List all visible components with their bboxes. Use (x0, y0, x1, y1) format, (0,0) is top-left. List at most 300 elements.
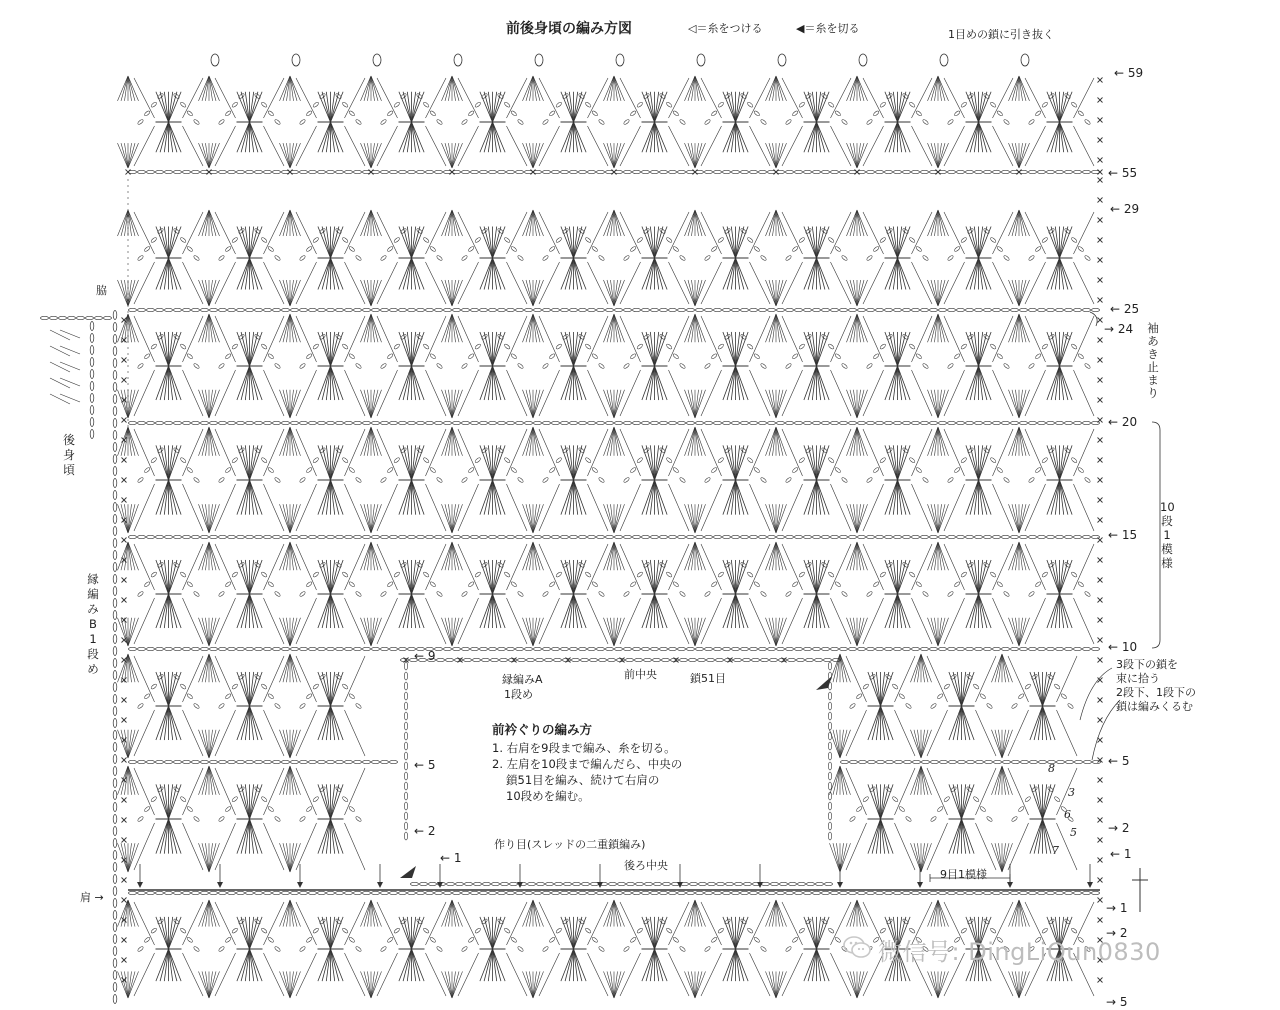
chain-row (498, 647, 506, 650)
chain-row (534, 535, 542, 538)
chain-loop (549, 110, 556, 116)
dc-stitch (322, 332, 330, 366)
chain-row (957, 170, 965, 173)
fan-stitch (695, 314, 702, 342)
dc-stitch (817, 92, 825, 122)
chain-row (246, 421, 254, 424)
fan-stitch (533, 280, 540, 306)
fan-stitch (283, 314, 290, 342)
chain-loop (137, 703, 144, 709)
chain-stitch (404, 772, 407, 780)
fan-stitch (769, 542, 776, 570)
fan-stitch (850, 971, 857, 998)
edge-b-char: 1 (89, 632, 97, 646)
chain-row (255, 535, 263, 538)
chain-row (744, 882, 752, 885)
chain-loop (218, 816, 225, 822)
dc-stitch (484, 258, 492, 290)
lattice-line (1074, 598, 1095, 644)
chain-stitch (828, 762, 831, 770)
chain-row (201, 647, 209, 650)
chain-row (1002, 891, 1010, 894)
row-number: ← 15 (1108, 528, 1138, 542)
chain-row (1056, 891, 1064, 894)
chain-row (525, 421, 533, 424)
fan-stitch (364, 504, 371, 533)
chain-loop (717, 343, 724, 349)
chain-row (690, 882, 698, 885)
row-number: ← 59 (1114, 66, 1144, 80)
chain-row (273, 170, 281, 173)
dotted-boundary (127, 185, 128, 186)
dc-stitch (565, 122, 573, 152)
chain-loop (828, 343, 835, 349)
chain-row (678, 891, 686, 894)
chain-loop (598, 946, 605, 952)
chain-row (336, 535, 344, 538)
chain-loop (1003, 363, 1010, 369)
dc-stitch (889, 445, 897, 480)
chain-row (948, 647, 956, 650)
fan-stitch (1019, 618, 1026, 646)
fan-stitch (776, 210, 783, 236)
chain-loop (150, 683, 157, 689)
arrow-head (917, 882, 923, 888)
chain-stitch (828, 822, 831, 830)
chain-row (795, 170, 803, 173)
chain-stitch (828, 812, 831, 820)
row-number: ← 25 (1110, 302, 1140, 316)
chain-row (913, 760, 921, 763)
chain-row (147, 308, 155, 311)
dc-stitch (898, 122, 906, 152)
chain-row (237, 170, 245, 173)
chain-loop (866, 363, 873, 369)
fan-stitch (371, 504, 378, 533)
chain-loop (150, 102, 157, 108)
fan-stitch (128, 730, 135, 758)
chain-row (264, 535, 272, 538)
chain-loop (909, 237, 916, 243)
fan-stitch (1012, 427, 1019, 456)
chain-row (822, 647, 830, 650)
chain-loop (474, 927, 481, 933)
chain-loop (937, 693, 944, 699)
fan-stitch (850, 542, 857, 570)
dc-stitch (736, 480, 744, 515)
chain-row (921, 891, 929, 894)
chain-row (492, 882, 500, 885)
chain-row (618, 882, 626, 885)
sleeve-stop-char: 止 (1147, 360, 1159, 374)
chain-loop (585, 571, 592, 577)
chain-row (1011, 647, 1019, 650)
chain-row (678, 535, 686, 538)
chain-row (786, 170, 794, 173)
fan-stitch (850, 280, 857, 306)
fan-stitch (769, 76, 776, 101)
dc-stitch (493, 366, 501, 400)
chain-row (1020, 535, 1028, 538)
chain-row (1020, 421, 1028, 424)
chain-loop (261, 457, 268, 463)
dc-stitch (241, 332, 249, 366)
dc-stitch (898, 594, 906, 628)
fan-stitch (688, 210, 695, 236)
chain-row (273, 535, 281, 538)
chain-loop (879, 571, 886, 577)
chain-row (561, 891, 569, 894)
dc-stitch (565, 594, 573, 628)
chain-row (804, 421, 812, 424)
edge-chain (113, 767, 117, 776)
dc-stitch (817, 949, 825, 981)
fan-stitch (833, 766, 840, 795)
dc-stitch (169, 258, 177, 290)
chain-row (903, 535, 911, 538)
fan-stitch (445, 390, 452, 418)
chain-row (129, 308, 137, 311)
chain-row (930, 535, 938, 538)
dc-stitch (736, 332, 744, 366)
chain-row (471, 647, 479, 650)
chain-row (453, 891, 461, 894)
fan-stitch (445, 143, 452, 168)
chain-loop (517, 591, 524, 597)
chain-row (527, 658, 535, 661)
fan-stitch (526, 143, 533, 168)
dc-stitch (979, 480, 987, 515)
chain-loop (186, 693, 193, 699)
arrow-head (837, 882, 843, 888)
chain-row (192, 760, 200, 763)
dc-stitch (331, 122, 339, 152)
chain-loop (996, 353, 1003, 359)
edge-chain (113, 395, 117, 404)
chain-row (291, 891, 299, 894)
chain-loop (517, 363, 524, 369)
dc-stitch (817, 258, 825, 290)
dotted-boundary (127, 221, 128, 222)
chain-loop (666, 457, 673, 463)
chain-row (939, 891, 947, 894)
chain-loop (231, 102, 238, 108)
fan-stitch (364, 542, 371, 570)
chain-row (651, 535, 659, 538)
dc-stitch (493, 332, 501, 366)
lattice-line (345, 768, 366, 815)
chain-row (327, 308, 335, 311)
fan-stitch (614, 314, 621, 342)
chain-stitch (404, 782, 407, 790)
chain-loop (423, 102, 430, 108)
dc-stitch (331, 480, 339, 515)
chain-loop (261, 683, 268, 689)
chain-row (1075, 760, 1083, 763)
dc-stitch (655, 227, 663, 259)
fan-stitch (1012, 280, 1019, 306)
chain-loop (355, 816, 362, 822)
chain-row (867, 170, 875, 173)
chain-loop (585, 457, 592, 463)
chain-loop (542, 363, 549, 369)
dc-stitch (241, 92, 249, 122)
fan-stitch (776, 280, 783, 306)
chain-loop (150, 571, 157, 577)
chain-row (327, 647, 335, 650)
chain-row (984, 170, 992, 173)
chain-row (1074, 170, 1082, 173)
chain-row (804, 170, 812, 173)
chain-row (1083, 170, 1091, 173)
chain-loop (747, 457, 754, 463)
chain-row (246, 647, 254, 650)
chain-stitch (828, 742, 831, 750)
chain-row (741, 891, 749, 894)
dc-stitch (655, 917, 663, 949)
chain-row (627, 882, 635, 885)
chain-row (824, 658, 832, 661)
fan-stitch (995, 766, 1002, 795)
chain-loop (915, 467, 922, 473)
chain-row (417, 308, 425, 311)
chain-loop (898, 693, 905, 699)
chain-row (1002, 647, 1010, 650)
chain-loop (267, 806, 274, 812)
chain-row (516, 535, 524, 538)
chain-loop (711, 246, 718, 252)
chain-loop (704, 946, 711, 952)
dc-stitch (241, 949, 249, 981)
fan-stitch (364, 210, 371, 236)
chain-row (300, 891, 308, 894)
chain-row (1020, 308, 1028, 311)
chain-loop (1028, 119, 1035, 125)
dotted-boundary (127, 341, 128, 342)
chain-loop (947, 591, 954, 597)
chain-row (1039, 760, 1047, 763)
chain-row (390, 647, 398, 650)
chain-row (480, 891, 488, 894)
dotted-boundary (127, 377, 128, 378)
chain-row (770, 658, 778, 661)
chain-row (825, 882, 833, 885)
chain-row (327, 421, 335, 424)
fan-stitch (921, 654, 928, 682)
row-number-text: 2 (1121, 821, 1130, 835)
chain-loop (342, 457, 349, 463)
dc-stitch (250, 594, 258, 628)
fan-stitch (364, 900, 371, 927)
chain-loop (990, 237, 997, 243)
chain-row (635, 658, 643, 661)
chain-row (255, 308, 263, 311)
chain-row (606, 535, 614, 538)
dotted-boundary (127, 359, 128, 360)
chain-row (967, 760, 975, 763)
chain-row (732, 891, 740, 894)
chain-row (255, 421, 263, 424)
chain-loop (510, 246, 517, 252)
chain-row (762, 882, 770, 885)
chain-loop (930, 703, 937, 709)
chain-row (877, 760, 885, 763)
chain-row (474, 882, 482, 885)
chain-stitch (404, 822, 407, 830)
slip-loop (940, 54, 948, 66)
chain-row (237, 535, 245, 538)
chain-row (750, 308, 758, 311)
chain-row (345, 647, 353, 650)
chain-row (462, 308, 470, 311)
chain-row (993, 308, 1001, 311)
chain-loop (679, 946, 686, 952)
lattice-line (1057, 710, 1078, 756)
chain-row (210, 308, 218, 311)
chain-loop (922, 363, 929, 369)
dc-stitch (169, 706, 177, 740)
fan-stitch (128, 654, 135, 682)
chain-loop (798, 457, 805, 463)
dc-stitch (736, 445, 744, 480)
chain-row (516, 170, 524, 173)
chain-row (723, 170, 731, 173)
chain-loop (137, 591, 144, 597)
dotted-boundary (127, 383, 128, 384)
fan-stitch (931, 280, 938, 306)
dc-stitch (736, 366, 744, 400)
chain-row (705, 308, 713, 311)
chain-loop (828, 571, 835, 577)
chain-row (894, 421, 902, 424)
chain-loop (711, 110, 718, 116)
chain-row (156, 170, 164, 173)
dc-stitch (493, 122, 501, 152)
dc-stitch (412, 560, 420, 594)
chain-row (876, 891, 884, 894)
chain-row (570, 421, 578, 424)
fan-stitch (371, 618, 378, 646)
chain-row (408, 170, 416, 173)
chain-row (174, 170, 182, 173)
edge-chain (90, 406, 94, 415)
dc-stitch (322, 258, 330, 290)
chain-row (354, 170, 362, 173)
chain-row (597, 421, 605, 424)
chain-loop (549, 467, 556, 473)
chain-loop (922, 477, 929, 483)
chain-row (491, 658, 499, 661)
row-number: → 1 (1106, 901, 1128, 915)
chain-loop (542, 591, 549, 597)
chain-loop (1041, 237, 1048, 243)
chain-loop (267, 110, 274, 116)
chain-row (1092, 308, 1100, 311)
chain-row (408, 891, 416, 894)
chain-loop (785, 946, 792, 952)
dc-stitch (817, 445, 825, 480)
chain-loop (973, 796, 980, 802)
chain-loop (393, 457, 400, 463)
chain-row (237, 308, 245, 311)
fan-stitch (769, 143, 776, 168)
chain-loop (943, 683, 950, 689)
chain-row (264, 421, 272, 424)
chain-stitch (404, 672, 407, 680)
sleeve-stop-label (1146, 322, 1160, 400)
dc-stitch (898, 227, 906, 259)
chain-loop (355, 477, 362, 483)
chain-stitch (828, 752, 831, 760)
arrow-head (377, 882, 383, 888)
dc-stitch (574, 258, 582, 290)
chain-loop (747, 927, 754, 933)
chain-loop (429, 581, 436, 587)
dc-stitch (736, 949, 744, 981)
fan-stitch (1019, 900, 1026, 927)
fan-stitch (526, 900, 533, 927)
chain-row (949, 760, 957, 763)
dotted-boundary (127, 425, 128, 426)
chain-loop (193, 255, 200, 261)
chain-loop (1084, 255, 1091, 261)
chain-row (696, 308, 704, 311)
chain-row (516, 647, 524, 650)
dc-stitch (493, 92, 501, 122)
chain-row (768, 647, 776, 650)
fan-stitch (614, 280, 621, 306)
fan-stitch (445, 618, 452, 646)
chain-loop (898, 806, 905, 812)
chain-row (1002, 170, 1010, 173)
dc-stitch (1060, 560, 1068, 594)
edge-b-char: 縁 (87, 572, 99, 586)
chain-row (642, 170, 650, 173)
row-number-text: 25 (1123, 302, 1140, 316)
chain-row (246, 308, 254, 311)
dc-stitch (1051, 366, 1059, 400)
chain-stitch (828, 692, 831, 700)
chain-loop (666, 102, 673, 108)
chain-loop (1077, 581, 1084, 587)
dc-stitch (808, 122, 816, 152)
chain-row (723, 891, 731, 894)
fan-stitch (857, 76, 864, 101)
dc-stitch (1060, 480, 1068, 515)
fan-stitch (371, 900, 378, 927)
dc-stitch (979, 92, 987, 122)
chain-loop (862, 683, 869, 689)
edge-chain (113, 983, 117, 992)
chain-row (732, 535, 740, 538)
dc-stitch (574, 122, 582, 152)
dc-stitch (484, 92, 492, 122)
chain-row (417, 421, 425, 424)
chain-row (750, 421, 758, 424)
dotted-boundary (127, 209, 128, 210)
dotted-boundary (127, 269, 128, 270)
dc-stitch (970, 332, 978, 366)
chain-row (813, 647, 821, 650)
chain-loop (312, 457, 319, 463)
dc-stitch (331, 332, 339, 366)
chain-row (219, 647, 227, 650)
chain-row (768, 535, 776, 538)
chain-row (849, 308, 857, 311)
dc-stitch (898, 560, 906, 594)
chain-row (1083, 421, 1091, 424)
chain-row (1083, 308, 1091, 311)
